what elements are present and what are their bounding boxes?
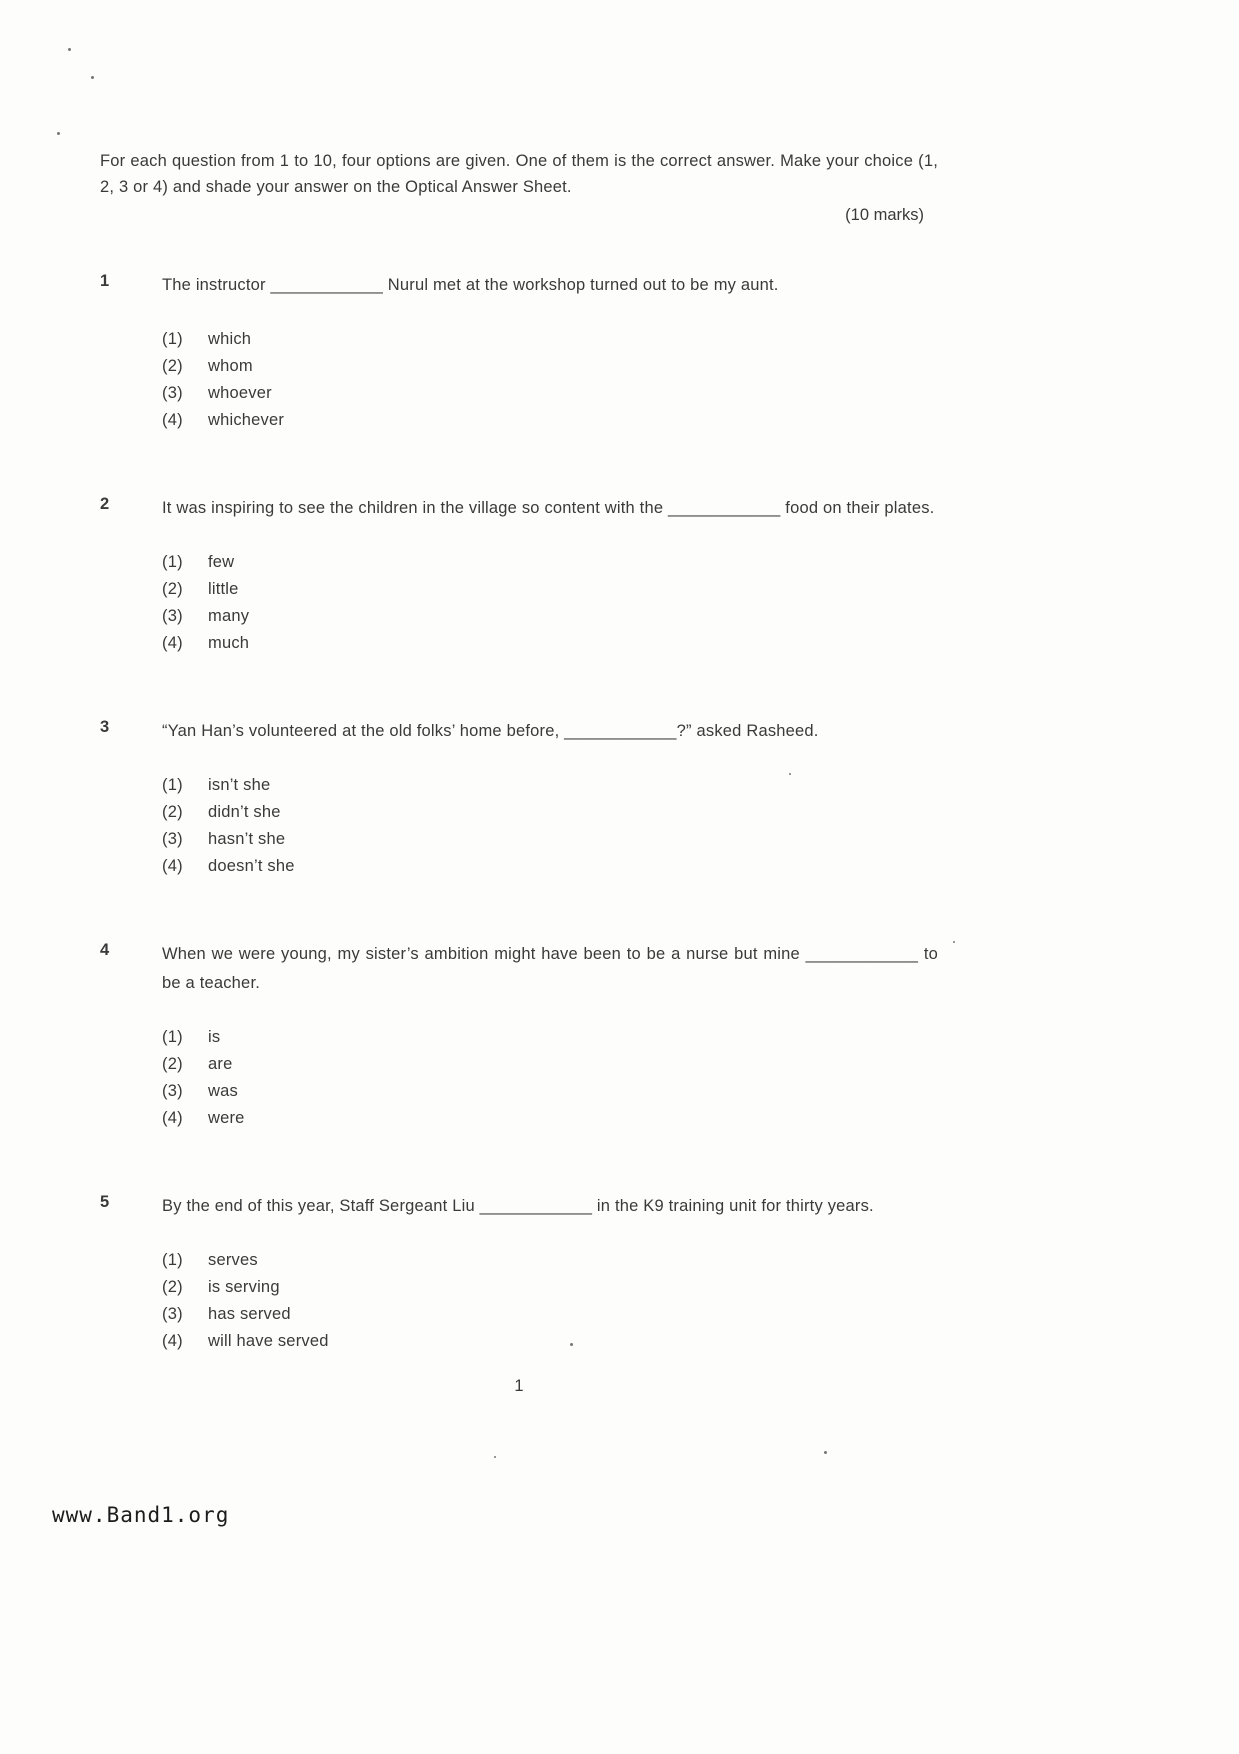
- option-text: serves: [208, 1251, 258, 1269]
- option-row: [162, 826, 938, 853]
- option-text: little: [208, 580, 239, 598]
- option-row: [162, 1105, 938, 1132]
- option-text: whom: [208, 357, 253, 375]
- option-row: [162, 576, 938, 603]
- question-number: 3: [100, 718, 110, 736]
- option-text: has served: [208, 1305, 291, 1323]
- option-label: (1): [162, 553, 183, 571]
- option-row: [162, 1024, 938, 1051]
- option-text: didn’t she: [208, 803, 281, 821]
- scan-speck: [91, 76, 94, 79]
- option-text: will have served: [208, 1332, 329, 1350]
- option-text: whoever: [208, 384, 272, 402]
- option-row: [162, 799, 938, 826]
- option-row: [162, 853, 938, 880]
- option-row: [162, 772, 938, 799]
- footer-watermark: www.Band1.org: [52, 1503, 230, 1527]
- option-text: much: [208, 634, 250, 652]
- option-row: [162, 1247, 938, 1274]
- question-text: By the end of this year, Staff Sergeant Liu ____________ in the K9 training unit for thirty years.: [162, 1197, 874, 1215]
- option-row: [162, 549, 938, 576]
- option-label: (2): [162, 357, 183, 375]
- option-row: [162, 603, 938, 630]
- option-label: (3): [162, 830, 183, 848]
- question-number: 1: [100, 272, 110, 290]
- option-label: (2): [162, 1278, 183, 1296]
- question-text: It was inspiring to see the children in the village so content with the ____________ food on their plates.: [162, 499, 935, 517]
- option-label: (3): [162, 384, 183, 402]
- page-content: [100, 148, 938, 1396]
- options-list: [162, 1247, 938, 1355]
- option-row: [162, 1078, 938, 1105]
- option-row: [162, 1051, 938, 1078]
- section-instructions: For each question from 1 to 10, four options are given. One of them is the correct answer. Make your choice (1, 2, 3 or 4) and shade your answer on the Optical Answer Sheet.: [100, 152, 938, 196]
- option-text: doesn’t she: [208, 857, 295, 875]
- option-text: were: [208, 1109, 245, 1127]
- option-text: is: [208, 1028, 221, 1046]
- question-block-2: [100, 494, 938, 657]
- option-row: [162, 326, 938, 353]
- question-number: 2: [100, 495, 110, 513]
- option-label: (4): [162, 1109, 183, 1127]
- options-list: [162, 326, 938, 434]
- option-label: (4): [162, 634, 183, 652]
- option-label: (2): [162, 1055, 183, 1073]
- question-number: 4: [100, 941, 110, 959]
- question-text: “Yan Han’s volunteered at the old folks’ home before, ____________?” asked Rasheed.: [162, 722, 819, 740]
- question-block-4: [100, 940, 938, 1132]
- option-row: [162, 630, 938, 657]
- question-block-3: [100, 717, 938, 880]
- option-label: (3): [162, 607, 183, 625]
- option-label: (1): [162, 1028, 183, 1046]
- scan-speck: [68, 48, 71, 51]
- option-label: (3): [162, 1305, 183, 1323]
- option-text: was: [208, 1082, 238, 1100]
- option-text: isn’t she: [208, 776, 271, 794]
- option-text: hasn’t she: [208, 830, 286, 848]
- option-label: (3): [162, 1082, 183, 1100]
- option-text: are: [208, 1055, 233, 1073]
- option-text: whichever: [208, 411, 285, 429]
- option-label: (1): [162, 330, 183, 348]
- option-label: (1): [162, 776, 183, 794]
- question-block-5: [100, 1192, 938, 1355]
- option-row: [162, 1328, 938, 1355]
- question-number: 5: [100, 1193, 110, 1211]
- options-list: [162, 1024, 938, 1132]
- option-label: (4): [162, 1332, 183, 1350]
- option-row: [162, 407, 938, 434]
- option-row: [162, 380, 938, 407]
- option-label: (1): [162, 1251, 183, 1269]
- options-list: [162, 772, 938, 880]
- option-text: few: [208, 553, 235, 571]
- option-text: is serving: [208, 1278, 280, 1296]
- scan-speck: [57, 132, 60, 135]
- option-text: many: [208, 607, 250, 625]
- option-label: (2): [162, 803, 183, 821]
- question-block-1: [100, 271, 938, 434]
- marks-label: (10 marks): [845, 206, 924, 224]
- option-label: (2): [162, 580, 183, 598]
- scan-speck: [953, 941, 955, 943]
- option-label: (4): [162, 857, 183, 875]
- option-row: [162, 1274, 938, 1301]
- option-row: [162, 1301, 938, 1328]
- scan-speck: [824, 1451, 827, 1454]
- scan-speck: [494, 1456, 496, 1458]
- question-text: When we were young, my sister’s ambition might have been to be a nurse but mine ____________ to be a teacher.: [162, 945, 938, 992]
- option-label: (4): [162, 411, 183, 429]
- option-text: which: [208, 330, 252, 348]
- question-text: The instructor ____________ Nurul met at the workshop turned out to be my aunt.: [162, 276, 779, 294]
- page-number: 1: [514, 1377, 524, 1395]
- options-list: [162, 549, 938, 657]
- option-row: [162, 353, 938, 380]
